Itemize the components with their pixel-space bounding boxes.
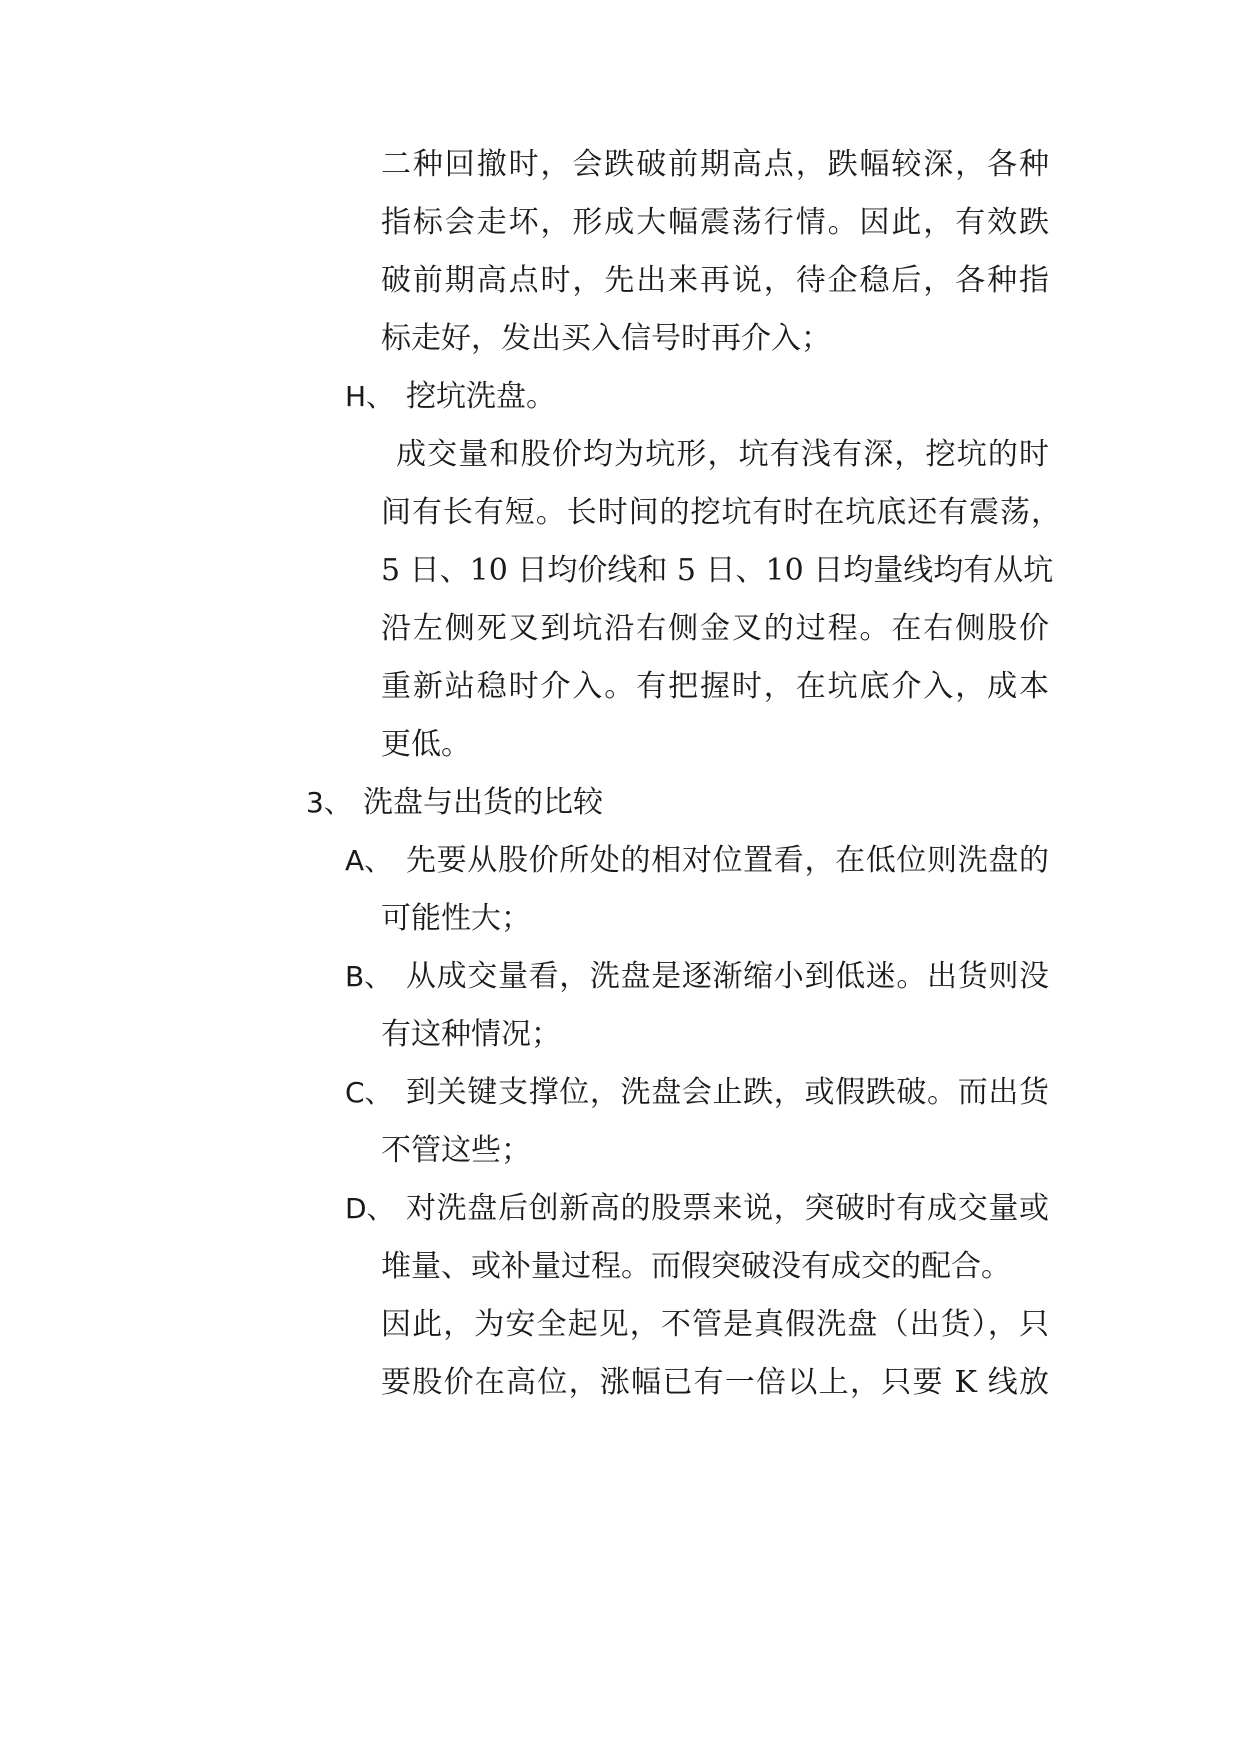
list-marker-b: B、	[345, 960, 393, 993]
list-item-line: 对洗盘后创新高的股票来说，突破时有成交量或	[406, 1191, 1049, 1226]
section-h-title: 挖坑洗盘。	[406, 379, 556, 414]
section-3-title: 洗盘与出货的比较	[363, 785, 603, 820]
list-item-line: 不管这些；	[381, 1133, 531, 1168]
list-item-line: 堆量、或补量过程。而假突破没有成交的配合。	[381, 1249, 1011, 1284]
list-item-line: 先要从股价所处的相对位置看，在低位则洗盘的	[406, 843, 1049, 878]
paragraph-line: 沿左侧死叉到坑沿右侧金叉的过程。在右侧股价	[381, 611, 1049, 646]
paragraph-line: 重新站稳时介入。有把握时，在坑底介入，成本	[381, 669, 1049, 704]
list-marker-d: D、	[345, 1192, 395, 1225]
paragraph-line: 成交量和股价均为坑形，坑有浅有深，挖坑的时	[396, 437, 1049, 472]
paragraph-line: 更低。	[381, 727, 471, 762]
list-item-line: 可能性大；	[381, 901, 531, 936]
list-item-line: 到关键支撑位，洗盘会止跌，或假跌破。而出货	[406, 1075, 1049, 1110]
list-marker-a: A、	[345, 844, 393, 877]
paragraph-line: 标走好，发出买入信号时再介入；	[381, 321, 831, 356]
paragraph-line: 5 日、10 日均价线和 5 日、10 日均量线均有从坑	[381, 553, 1054, 588]
list-marker-h: H、	[345, 380, 395, 413]
paragraph-line: 二种回撤时，会跌破前期高点，跌幅较深，各种	[381, 147, 1049, 182]
section-number-3: 3、	[306, 786, 352, 819]
paragraph-line: 破前期高点时，先出来再说，待企稳后，各种指	[381, 263, 1049, 298]
list-item-line: 因此，为安全起见，不管是真假洗盘（出货），只	[381, 1307, 1049, 1342]
list-marker-c: C、	[345, 1076, 393, 1109]
paragraph-line: 间有长有短。长时间的挖坑有时在坑底还有震荡，	[381, 495, 1061, 530]
list-item-line: 从成交量看，洗盘是逐渐缩小到低迷。出货则没	[406, 959, 1049, 994]
list-item-line: 要股价在高位，涨幅已有一倍以上，只要 K 线放	[381, 1365, 1049, 1400]
paragraph-line: 指标会走坏，形成大幅震荡行情。因此，有效跌	[381, 205, 1049, 240]
list-item-line: 有这种情况；	[381, 1017, 561, 1052]
